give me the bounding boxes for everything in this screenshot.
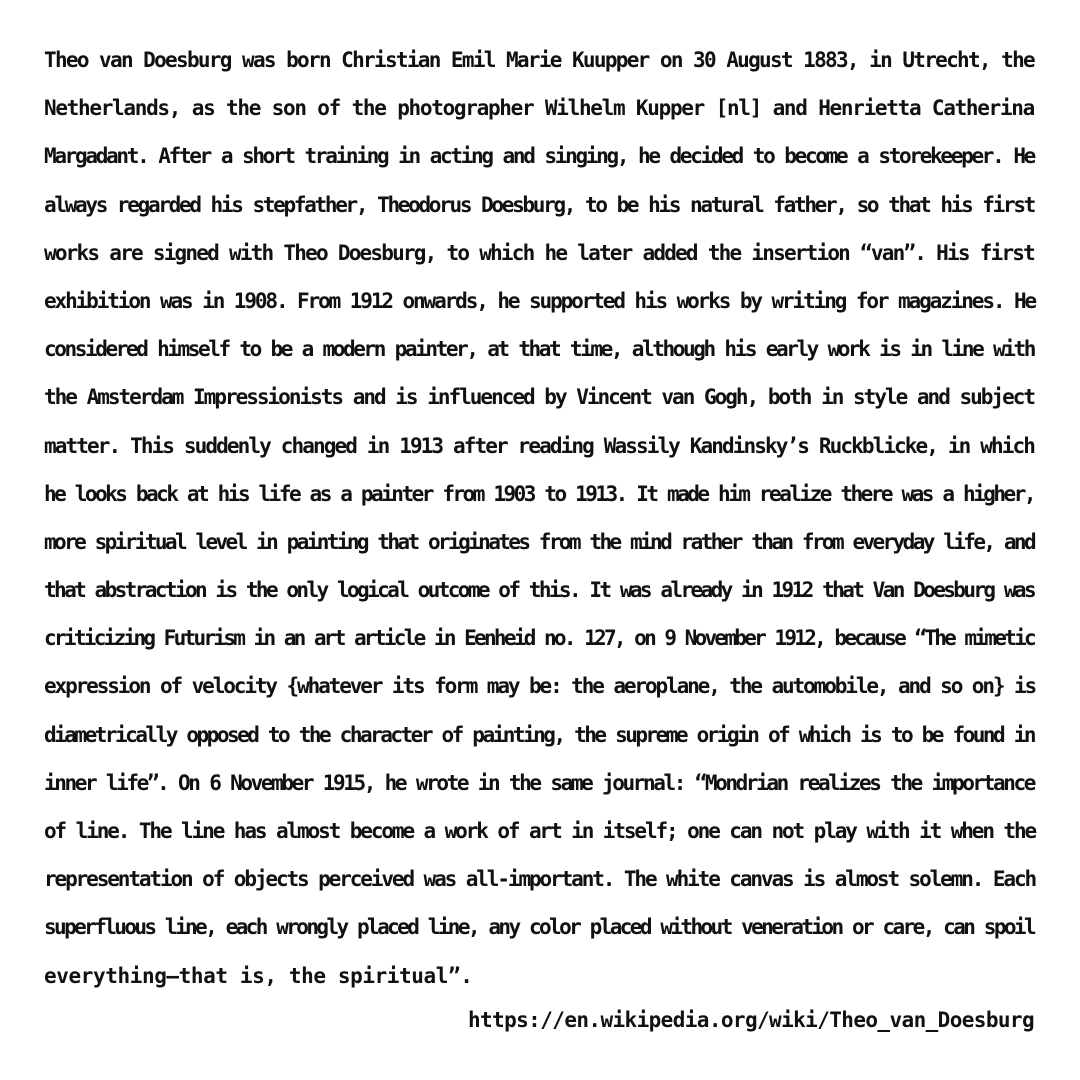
article-line: inner life”. On 6 November 1915, he wrote in the same journal: “Mondrian realizes the importance [44,770,1034,795]
article-line: that abstraction is the only logical outcome of this. It was already in 1912 that Van Doesburg was [44,578,1034,603]
article-line: superfluous line, each wrongly placed line, any color placed without veneration or care, can spoil [44,915,1034,940]
article-line: Netherlands, as the son of the photographer Wilhelm Kupper [nl] and Henrietta Catherina [44,96,1034,121]
article-line: representation of objects perceived was all-important. The white canvas is almost solemn. Each [44,867,1036,892]
article-line: the Amsterdam Impressionists and is influenced by Vincent van Gogh, both in style and subject [44,385,1034,410]
article-line: Theo van Doesburg was born Christian Emil Marie Kuupper on 30 August 1883, in Utrecht, the [44,48,1034,72]
article-line: considered himself to be a modern painter, at that time, although his early work is in line with [44,337,1034,362]
article-line: diametrically opposed to the character of painting, the supreme origin of which is to be found in [44,722,1034,747]
article-line: criticizing Futurism in an art article in Eenheid no. 127, on 9 November 1912, because “The mimetic [44,626,1034,651]
article-line: Margadant. After a short training in acting and singing, he decided to become a storekeeper. He [44,144,1034,169]
article-line: always regarded his stepfather, Theodorus Doesburg, to be his natural father, so that his first [44,192,1034,217]
article-line: he looks back at his life as a painter from 1903 to 1913. It made him realize there was a higher, [44,481,1034,506]
article-line: expression of velocity {whatever its form may be: the aeroplane, the automobile, and so on} is [44,674,1036,699]
article-line: more spiritual level in painting that originates from the mind rather than from everyday life, and [44,529,1034,554]
article-line: matter. This suddenly changed in 1913 after reading Wassily Kandinsky’s Ruckblicke, in which [44,433,1034,458]
article-line: of line. The line has almost become a work of art in itself; one can not play with it when the [44,819,1036,843]
article-line: works are signed with Theo Doesburg, to which he later added the insertion “van”. His first [44,240,1034,265]
source-url: https://en.wikipedia.org/wiki/Theo_van_Doesburg [467,1008,1034,1032]
article-body [44,40,1034,1004]
article-line: everything—that is, the spiritual”. [44,963,473,988]
article-line: exhibition was in 1908. From 1912 onwards, he supported his works by writing for magazines. He [44,288,1036,313]
